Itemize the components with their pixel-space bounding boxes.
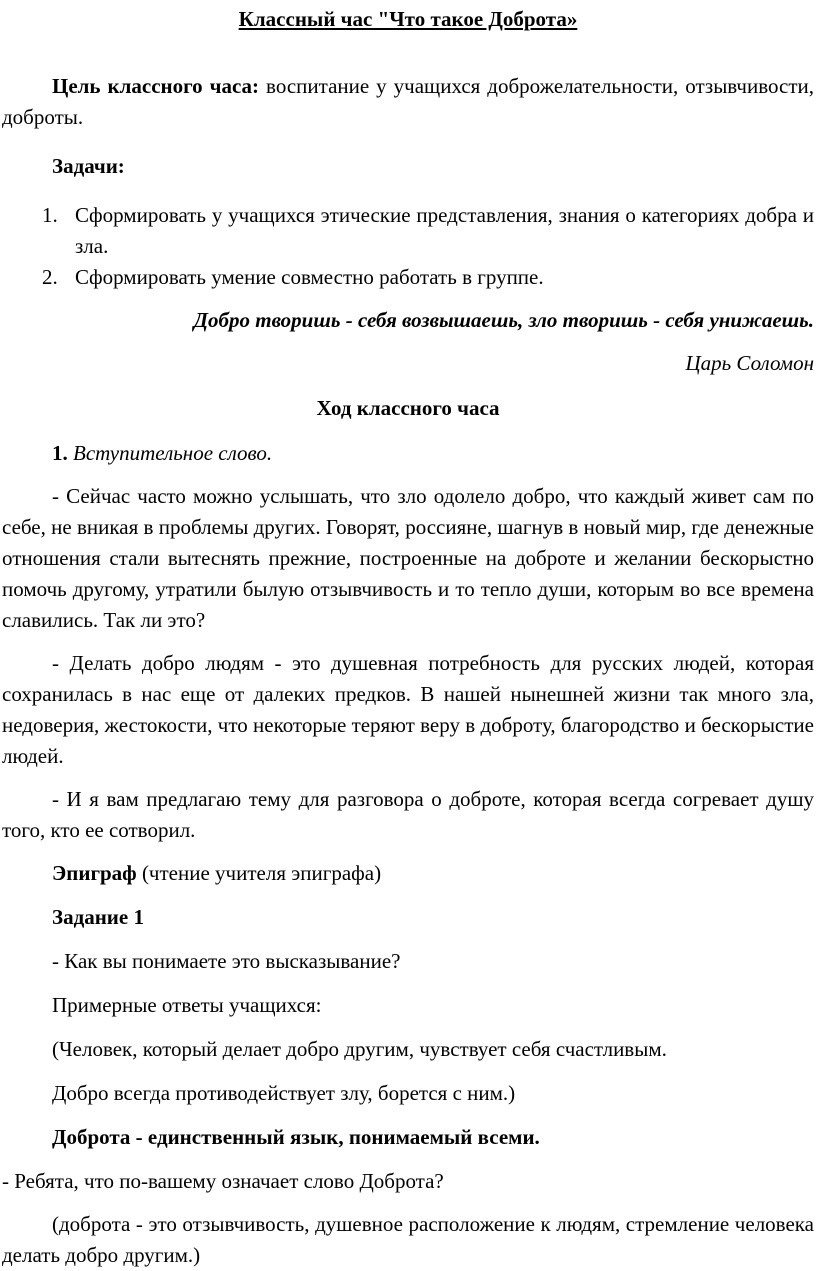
task-number: 2.	[42, 265, 58, 289]
progress-heading: Ход классного часа	[316, 396, 500, 420]
intro-item	[2, 438, 814, 469]
answers-label: Примерные ответы учащихся:	[52, 993, 322, 1017]
task-number: 1.	[42, 203, 58, 227]
epigraph-author: Царь Соломон	[685, 351, 814, 375]
paragraph-2: - Делать добро людям - это душевная потребность для русских людей, которая сохранилась в нас еще от далеких предков. В нашей нынешней жизни так много зла, недоверия, жестокости, что некоторые теряют веру в доброту, благородство и бескорыстие людей.	[2, 651, 814, 768]
goal-text: воспитание у учащихся доброжелательности, отзывчивости, доброты.	[2, 74, 815, 129]
goal-label: Цель классного часа:	[52, 74, 260, 98]
epigraph-quote: Добро творишь - себя возвышаешь, зло творишь - себя унижаешь.	[193, 308, 814, 332]
tasks-list	[2, 200, 814, 293]
kindness-heading-text: Доброта - единственный язык, понимаемый всеми.	[52, 1125, 540, 1149]
epigraph-task-text: (чтение учителя эпиграфа)	[136, 861, 382, 885]
tasks-label: Задачи:	[52, 154, 125, 178]
goal-paragraph	[2, 71, 814, 133]
task1-question: - Как вы понимаете это высказывание?	[52, 949, 401, 973]
tasks-heading	[2, 151, 814, 182]
document-title: Классный час "Что такое Доброта»	[238, 7, 578, 31]
kindness-heading	[2, 1122, 814, 1153]
definition-paragraph: (доброта - это отзывчивость, душевное расположение к людям, стремление человека делать добро другим.)	[2, 1212, 814, 1267]
question-line: - Ребята, что по-вашему означает слово Доброта?	[2, 1169, 444, 1193]
task-item	[2, 200, 814, 262]
document-page	[2, 4, 814, 1271]
intro-label: Вступительное слово.	[73, 441, 273, 465]
paragraph-1: - Сейчас часто можно услышать, что зло одолело добро, что каждый живет сам по себе, не вникая в проблемы других. Говорят, россияне, шагнув в новый мир, где денежные отношения стали вытеснять прежние, построенные на доброте и желании бескорыстно помочь другому, утратили былую отзывчивость и то тепло души, которым во все времена славились. Так ли это?	[2, 484, 814, 632]
task-text: Сформировать умение совместно работать в группе.	[75, 265, 544, 289]
intro-number: 1.	[52, 441, 68, 465]
task1-heading	[2, 902, 814, 933]
task1-label: Задание 1	[52, 905, 144, 929]
epigraph-task	[2, 858, 814, 889]
epigraph-task-label: Эпиграф	[52, 861, 137, 885]
paragraph-3: - И я вам предлагаю тему для разговора о доброте, которая всегда согревает душу того, кто ее сотворил.	[2, 787, 814, 842]
answer-1: (Человек, который делает добро другим, чувствует себя счастливым.	[52, 1037, 667, 1061]
answer-2: Добро всегда противодействует злу, борется с ним.)	[52, 1081, 516, 1105]
task-item	[2, 262, 814, 293]
task-text: Сформировать у учащихся этические представления, знания о категориях добра и зла.	[75, 203, 814, 258]
